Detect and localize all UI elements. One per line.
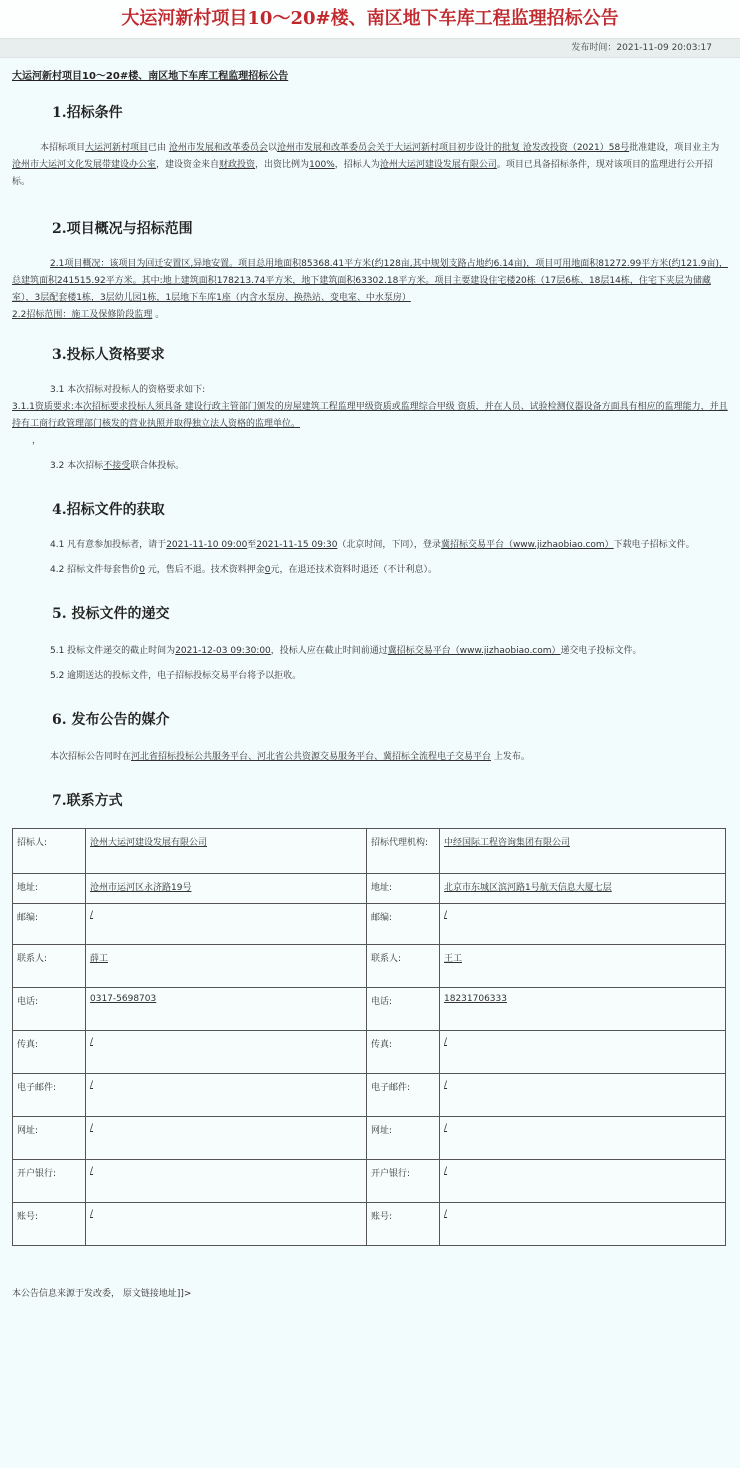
contact-row <box>13 1074 726 1117</box>
contact-label: 开户银行: <box>17 1169 57 1179</box>
project-overview: 2.1项目概况：该项目为回迁安置区,异地安置。项目总用地面积85368.41平方米(约128亩,其中规划支路占地约6.14亩)，项目可用地面积81272.99平方米(约121.9亩)，总建筑面积241515.92平方米。其中:地上建筑面积178213.74平方米，地下建筑面积63302.18平方米。项目主要建设住宅楼20栋（17层6栋、18层14栋，住宅下夹层为储藏室），3层配套楼1栋，3层幼儿园1栋，1层地下车库1座（内含水泵房、换热站、变电室、中水泵房） <box>12 259 728 303</box>
publish-time: 2021-11-09 20:03:17 <box>616 43 712 53</box>
contact-value: / <box>444 1037 448 1047</box>
contact-label: 邮编: <box>371 913 393 923</box>
contact-label: 邮编: <box>17 913 39 923</box>
section-heading-4: 4.招标文件的获取 <box>52 502 165 518</box>
submission-deadline: 5.1 投标文件递交的截止时间为2021-12-03 09:30:00，投标人应在截止时间前通过冀招标交易平台（www.jizhaobiao.com）递交电子投标文件。 <box>50 646 642 656</box>
contact-row <box>13 904 726 945</box>
contact-label: 网址: <box>17 1126 39 1136</box>
document-price: 4.2 招标文件每套售价0 元，售后不退。技术资料押金0元，在退还技术资料时退还（不计利息）。 <box>50 565 438 575</box>
consortium-note: 3.2 本次招标不接受联合体投标。 <box>50 461 185 471</box>
qualification-intro: 3.1 本次招标对投标人的资格要求如下: <box>50 385 206 395</box>
document-acquisition: 4.1 凡有意参加投标者，请于2021-11-10 09:00至2021-11-15 09:30（北京时间，下同），登录冀招标交易平台（www.jizhaobiao.com）下载电子招标文件。 <box>50 540 695 550</box>
contact-label: 联系人: <box>371 954 402 964</box>
contact-value: / <box>90 1209 94 1219</box>
contact-label: 招标代理机构: <box>371 838 429 848</box>
contact-label: 传真: <box>371 1040 393 1050</box>
contact-label: 联系人: <box>17 954 48 964</box>
contact-row <box>13 1160 726 1203</box>
contact-value: 中经国际工程咨询集团有限公司 <box>444 838 571 848</box>
contact-value: / <box>444 1080 448 1090</box>
contact-label: 地址: <box>371 883 393 893</box>
document-body <box>0 67 740 1299</box>
contact-label: 网址: <box>371 1126 393 1136</box>
contact-label: 传真: <box>17 1040 39 1050</box>
publish-time-bar <box>0 38 740 58</box>
contact-value: / <box>90 1123 94 1133</box>
contact-label: 电话: <box>371 997 393 1007</box>
contact-label: 开户银行: <box>371 1169 411 1179</box>
section-heading-3: 3.投标人资格要求 <box>52 347 165 363</box>
contact-value: 薛工 <box>90 954 109 964</box>
contact-row <box>13 874 726 904</box>
contact-value: 18231706333 <box>444 994 507 1004</box>
section-heading-7: 7.联系方式 <box>52 793 123 809</box>
contact-value: / <box>444 910 448 920</box>
contact-value: 沧州市运河区永济路19号 <box>90 883 192 893</box>
contact-row <box>13 988 726 1031</box>
footer-text: 本公告信息来源于发改委， <box>12 1289 121 1299</box>
section-heading-1: 1.招标条件 <box>52 105 123 121</box>
footer-source <box>12 1286 728 1299</box>
contact-value: 王工 <box>444 954 463 964</box>
contact-value: / <box>90 1037 94 1047</box>
section-1-paragraph: 本招标项目大运河新村项目已由 沧州市发展和改革委员会以沧州市发展和改革委员会关于大运河新村项目初步设计的批复 沧发改投资（2021）58号批准建设，项目业主为沧州市大运河文化发展带建设办公室，建设资金来自财政投资，出资比例为100%，招标人为沧州大运河建设发展有限公司。项目已具备招标条件，现对该项目的监理进行公开招标。 <box>12 143 720 187</box>
contact-value: / <box>90 1166 94 1176</box>
bid-scope: 2.2招标范围：施工及保修阶段监理 。 <box>12 310 165 320</box>
contact-label: 招标人: <box>17 838 48 848</box>
contact-label: 地址: <box>17 883 39 893</box>
contact-value: / <box>90 910 94 920</box>
contact-label: 电话: <box>17 997 39 1007</box>
publish-label: 发布时间： <box>571 43 617 53</box>
source-link[interactable]: 原文链接地址]]> <box>122 1289 192 1299</box>
contact-label: 电子邮件: <box>371 1083 411 1093</box>
contact-label: 账号: <box>17 1212 39 1222</box>
contact-value: / <box>444 1123 448 1133</box>
contact-row <box>13 1203 726 1246</box>
qualification-requirement: 3.1.1资质要求:本次招标要求投标人须具备 建设行政主管部门颁发的房屋建筑工程监理甲级资质或监理综合甲级 资质，并在人员、试验检测仪器设备方面具有相应的监理能力，并且持有工商行政管理部门核发的营业执照并取得独立法人资格的监理单位。 <box>12 402 728 429</box>
qualification-comma: ， <box>32 436 42 446</box>
section-heading-6: 6. 发布公告的媒介 <box>52 712 170 728</box>
contact-row <box>13 1031 726 1074</box>
contact-label: 电子邮件: <box>17 1083 57 1093</box>
contact-value: / <box>444 1209 448 1219</box>
contact-value: / <box>90 1080 94 1090</box>
contact-row <box>13 1117 726 1160</box>
contact-row <box>13 945 726 988</box>
page-title: 大运河新村项目10～20#楼、南区地下车库工程监理招标公告 <box>0 0 740 38</box>
contact-row <box>13 829 726 874</box>
contact-label: 账号: <box>371 1212 393 1222</box>
publication-media: 本次招标公告同时在河北省招标投标公共服务平台、河北省公共资源交易服务平台、冀招标全流程电子交易平台 上发布。 <box>50 752 530 762</box>
contact-value: / <box>444 1166 448 1176</box>
document-title: 大运河新村项目10～20#楼、南区地下车库工程监理招标公告 <box>12 71 289 82</box>
section-heading-5: 5. 投标文件的递交 <box>52 606 170 622</box>
contact-value: 北京市东城区滨河路1号航天信息大厦七层 <box>444 883 612 893</box>
contact-value: 0317-5698703 <box>90 994 157 1004</box>
late-submission-note: 5.2 逾期送达的投标文件，电子招标投标交易平台将予以拒收。 <box>50 671 302 681</box>
contact-table <box>12 828 726 1246</box>
section-heading-2: 2.项目概况与招标范围 <box>52 221 193 237</box>
contact-value: 沧州大运河建设发展有限公司 <box>90 838 208 848</box>
